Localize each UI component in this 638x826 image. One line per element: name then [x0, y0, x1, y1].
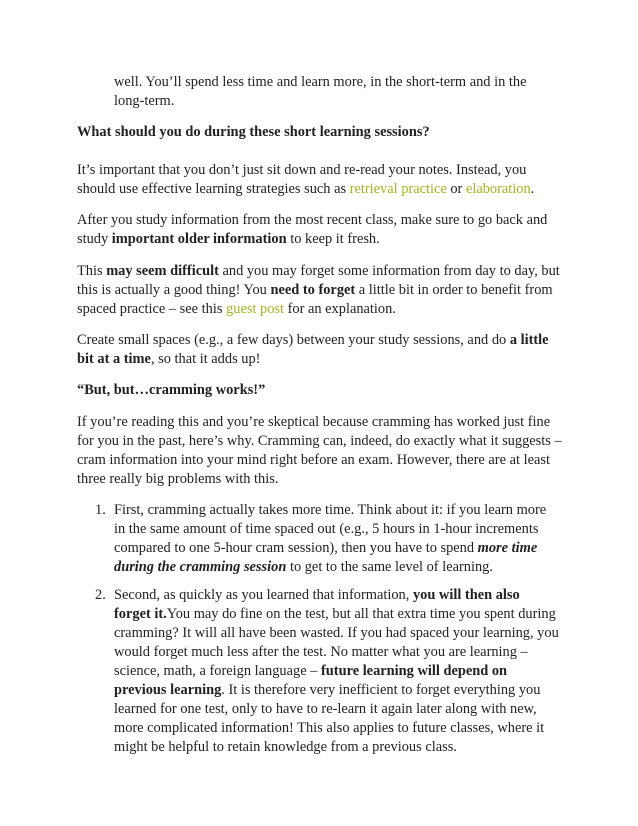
retrieval-practice-link[interactable]: retrieval practice [349, 181, 447, 197]
elaboration-link[interactable]: elaboration [465, 181, 531, 197]
list-item-2-number: 2. [95, 587, 106, 603]
strategies-text-before: It’s important that you don’t just sit down and re-read your notes. Instead, you should use effective learning strategies such as [77, 162, 527, 197]
older-text-before: After you study information from the most recent class, make sure to go back and study [77, 212, 548, 247]
item1-text-1: First, cramming actually takes more time. Think about it: if you learn more in the same amount of time spaced out (e.g., 5 hours in 1-hour increments compared to one 5-hour cram session), then you have to spend [114, 502, 547, 556]
difficult-text-1: This [77, 263, 107, 279]
spaces-bold-text: a little bit at a time [77, 332, 549, 367]
item2-text-2: You may do fine on the test, but all that extra time you spent during cramming? It will all have been wasted. If you had spaced your learning, you would forget much less after the test. No matter what you are learning – science, math, a foreign language – [114, 606, 559, 679]
paragraph-older-information [77, 211, 563, 249]
paragraph-strategies [77, 161, 563, 199]
strategies-text-after: . [530, 181, 535, 197]
item2-text-1: Second, as quickly as you learned that information, [114, 587, 413, 603]
difficult-text-4: for an explanation. [284, 301, 396, 317]
paragraph-small-spaces [77, 331, 563, 369]
guest-post-link[interactable]: guest post [226, 301, 285, 317]
list-item-1 [114, 501, 560, 577]
spaces-text-before: Create small spaces (e.g., a few days) between your study sessions, and do [77, 332, 510, 348]
older-text-after: to keep it fresh. [286, 231, 380, 247]
intro-text: well. You’ll spend less time and learn more, in the short-term and in the long-term. [114, 74, 527, 109]
difficult-bold-1: may seem difficult [106, 263, 219, 279]
difficult-text-3: a little bit in order to benefit from spaced practice – see this [77, 282, 553, 317]
item2-bold-2: future learning will depend on previous learning [114, 663, 508, 698]
paragraph-skeptical [77, 413, 563, 489]
strategies-text-middle: or [446, 181, 466, 197]
older-bold-text: important older information [111, 231, 287, 247]
spaces-text-after: , so that it adds up! [150, 351, 261, 367]
skeptical-text: If you’re reading this and you’re skeptical because cramming has worked just fine for you in the past, here’s why. Cramming can, indeed, do exactly what it suggests – cram information into your mind right before an exam. However, there are at least three really big problems with this. [77, 414, 562, 487]
difficult-bold-2: need to forget [270, 282, 356, 298]
list-item-1-number: 1. [95, 502, 106, 518]
heading-sessions: What should you do during these short learning sessions? [77, 124, 430, 140]
intro-continuation [114, 73, 560, 111]
difficult-text-2: and you may forget some information from day to day, but this is actually a good thing! You [77, 263, 560, 298]
item1-text-2: to get to the same level of learning. [286, 559, 493, 575]
item2-text-3: . It is therefore very inefficient to forget everything you learned for one test, only to have to re-learn it again later along with new, more complicated information! This also applies to future classes, where it might be helpful to retain knowledge from a previous class. [114, 682, 545, 755]
item1-bold-italic: more time during the cramming session [114, 540, 538, 575]
list-item-2 [114, 586, 560, 757]
paragraph-difficult [77, 262, 563, 319]
heading-cramming: “But, but…cramming works!” [77, 382, 266, 398]
item2-bold-1: you will then also forget it. [114, 587, 520, 622]
